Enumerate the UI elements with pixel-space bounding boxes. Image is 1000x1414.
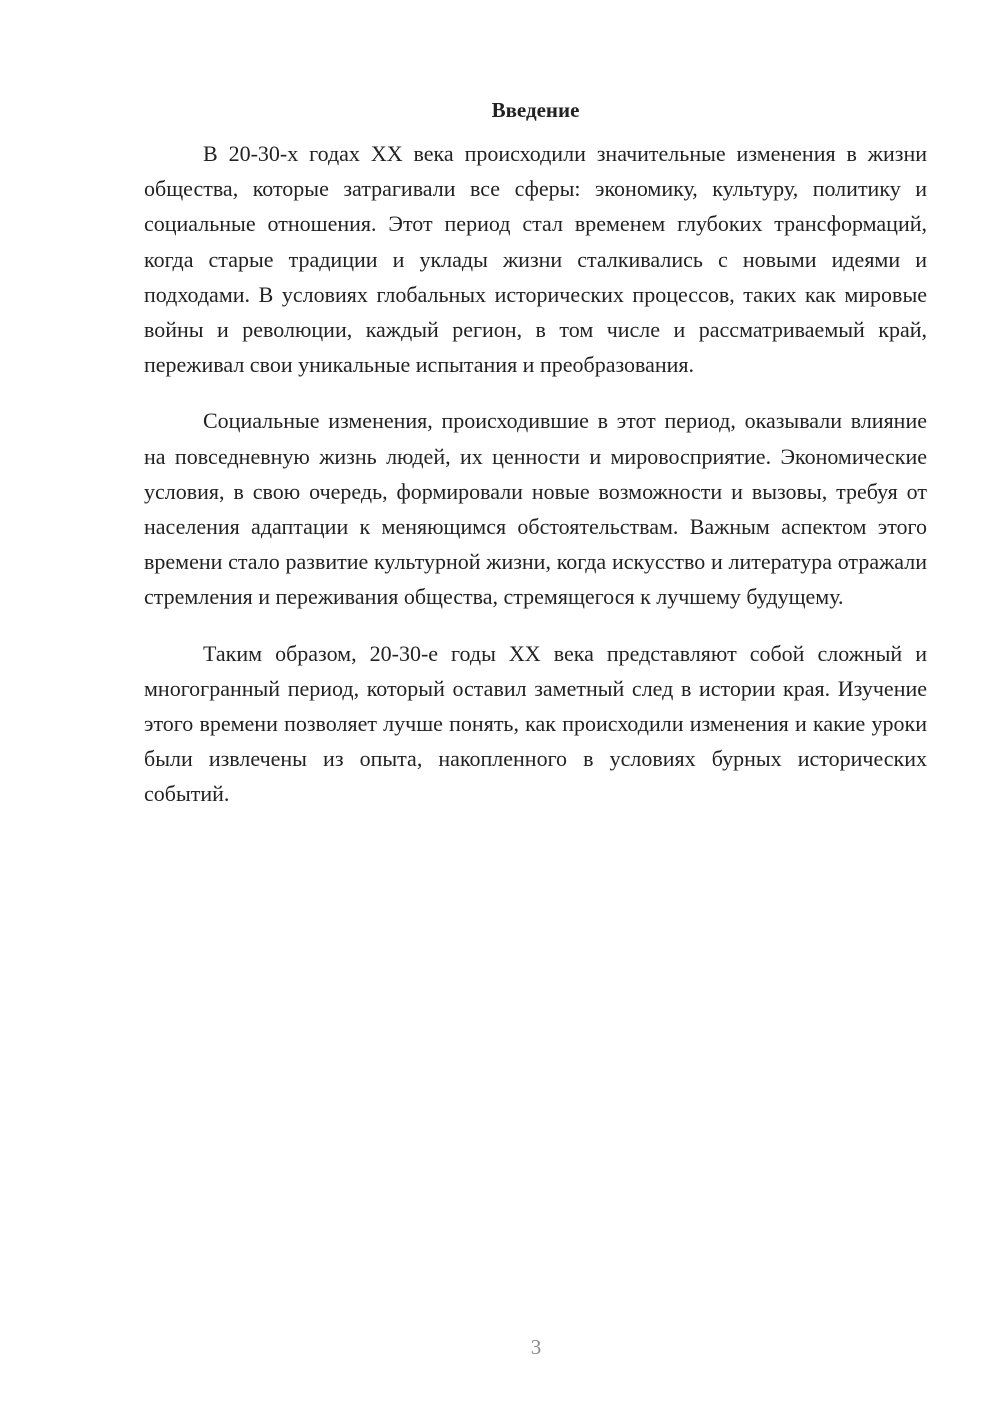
document-body	[144, 94, 927, 833]
page-number: 3	[530, 1335, 542, 1359]
section-title: Введение	[491, 98, 580, 122]
paragraph-3: Таким образом, 20-30-е годы XX века представляют собой сложный и многогранный период, который оставил заметный след в истории края. Изучение этого времени позволяет лучше понять, как происходили изменения и какие уроки были извлечены из опыта, накопленного в условиях бурных исторических событий.	[144, 640, 927, 807]
paragraph-2: Социальные изменения, происходившие в этот период, оказывали влияние на повседневную жизнь людей, их ценности и мировосприятие. Экономические условия, в свою очередь, формировали новые возможности и вызовы, требуя от населения адаптации к меняющимся обстоятельствам. Важным аспектом этого времени стало развитие культурной жизни, когда искусство и литература отражали стремления и переживания общества, стремящегося к лучшему будущему.	[144, 408, 927, 610]
paragraph-1: В 20-30-х годах XX века происходили значительные изменения в жизни общества, которые затрагивали все сферы: экономику, культуру, политику и социальные отношения. Этот период стал временем глубоких трансформаций, когда старые традиции и уклады жизни сталкивались с новыми идеями и подходами. В условиях глобальных исторических процессов, таких как мировые войны и революции, каждый регион, в том числе и рассматриваемый край, переживал свои уникальные испытания и преобразования.	[144, 141, 927, 378]
